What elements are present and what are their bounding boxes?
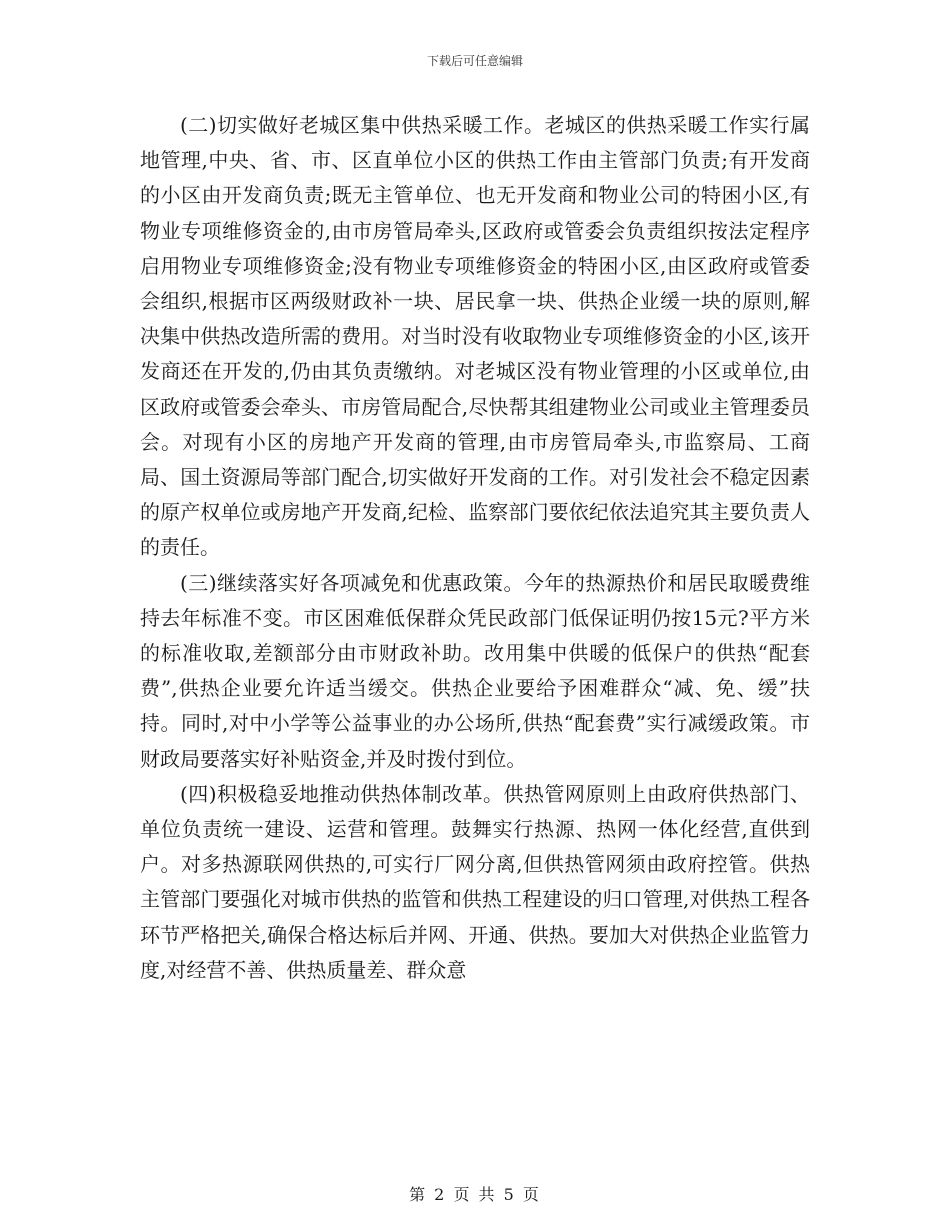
document-body: [140, 108, 810, 988]
paragraph-2: (二)切实做好老城区集中供热采暖工作。老城区的供热采暖工作实行属地管理,中央、省、市、区直单位小区的供热工作由主管部门负责;有开发商的小区由开发商负责;既无主管单位、也无开发商和物业公司的特困小区,有物业专项维修资金的,由市房管局牵头,区政府或管委会负责组织按法定程序启用物业专项维修资金;没有物业专项维修资金的特困小区,由区政府或管委会组织,根据市区两级财政补一块、居民拿一块、供热企业缓一块的原则,解决集中供热改造所需的费用。对当时没有收取物业专项维修资金的小区,该开发商还在开发的,仍由其负责缴纳。对老城区没有物业管理的小区或单位,由区政府或管委会牵头、市房管局配合,尽快帮其组建物业公司或业主管理委员会。对现有小区的房地产开发商的管理,由市房管局牵头,市监察局、工商局、国土资源局等部门配合,切实做好开发商的工作。对引发社会不稳定因素的原产权单位或房地产开发商,纪检、监察部门要依纪依法追究其主要负责人的责任。: [140, 113, 810, 560]
page-number: 第 2 页 共 5 页: [409, 1185, 541, 1204]
paragraph-4: (四)积极稳妥地推动供热体制改革。供热管网原则上由政府供热部门、单位负责统一建设、运营和管理。鼓舞实行热源、热网一体化经营,直供到户。对多热源联网供热的,可实行厂网分离,但供热管网须由政府控管。供热主管部门要强化对城市供热的监管和供热工程建设的归口管理,对供热工程各环节严格把关,确保合格达标后并网、开通、供热。要加大对供热企业监管力度,对经营不善、供热质量差、群众意: [140, 781, 810, 982]
paragraph-3: (三)继续落实好各项减免和优惠政策。今年的热源热价和居民取暖费维持去年标准不变。市区困难低保群众凭民政部门低保证明仍按15元?平方米的标准收取,差额部分由市财政补助。改用集中供暖的低保户的供热“配套费”,供热企业要允许适当缓交。供热企业要给予困难群众“减、免、缓”扶持。同时,对中小学等公益事业的办公场所,供热“配套费”实行减缓政策。市财政局要落实好补贴资金,并及时拨付到位。: [140, 570, 810, 771]
page-header: 下载后可任意编辑: [426, 54, 523, 68]
